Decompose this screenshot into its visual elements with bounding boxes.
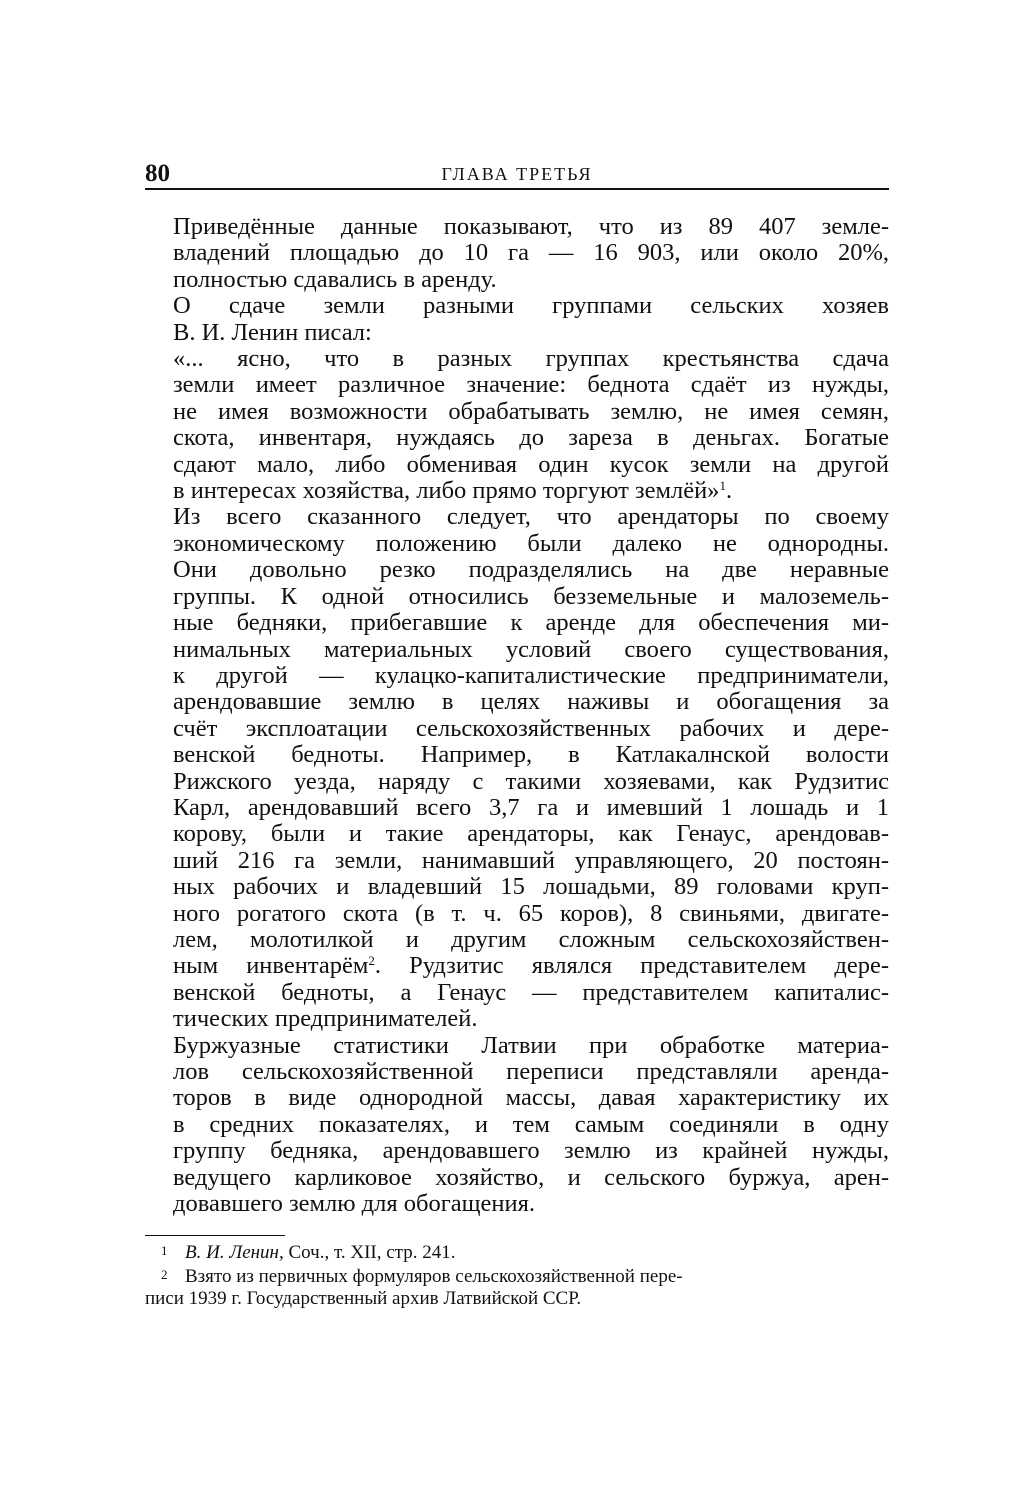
footnotes [145,1240,889,1310]
footnote [145,1264,889,1310]
footnote-author: В. И. Ленин, [185,1242,284,1264]
text-line: экономическому положению были далеко не однородны. [173,529,889,557]
chapter-title: ГЛАВА ТРЕТЬЯ [441,164,593,184]
footnote-divider [145,1235,285,1236]
text-line: корову, были и такие арендаторы, как Генаус, арендовав- [173,820,889,848]
quote-paragraph [145,346,889,504]
book-page [145,160,889,1310]
text-line: арендовавшие землю в целях наживы и обогащения за [173,688,889,716]
paragraph [145,293,889,346]
text-line: лем, молотилкой и другим сложным сельскохозяйствен- [173,925,889,953]
text-segment: . [725,477,733,505]
footnote-text: Соч., т. XII, стр. 241. [283,1242,456,1264]
text-line: венской бедноты. Например, в Катлакалнской волости [173,741,889,769]
text-line: счёт эксплоатации сельскохозяйственных рабочих и дере- [173,714,889,742]
text-line: торов в виде однородной массы, давая характеристику их [173,1084,889,1112]
text-line: группу бедняка, арендовавшего землю из крайней нужды, [173,1137,889,1165]
text-line: земли имеет различное значение: беднота сдаёт из нужды, [173,371,889,399]
paragraph [145,1033,889,1218]
text-segment: . Рудзитис являлся представителем дере- [374,952,890,980]
text-line: венской бедноты, а Генаус — представителем капиталис- [173,978,889,1006]
text-line: Буржуазные статистики Латвии при обработке материа- [173,1031,889,1059]
page-header [145,160,889,190]
page-number: 80 [145,160,170,187]
text-line: нимальных материальных условий своего существования, [173,635,889,663]
paragraph [145,504,889,1032]
text-line: группы. К одной относились безземельные и малоземель- [173,582,889,610]
text-line: Рижского уезда, наряду с такими хозяевами, как Рудзитис [173,767,889,795]
text-line: ные бедняки, прибегавшие к аренде для обеспечения ми- [173,609,889,637]
footnote-reference: 1 [719,478,726,494]
text-line: скота, инвентаря, нуждаясь до зареза в деньгах. Богатые [173,424,889,452]
text-line: ший 216 га земли, нанимавший управляющего, 20 постоян- [173,846,889,874]
text-line: ного рогатого скота (в т. ч. 65 коров), 8 свиньями, двигате- [173,899,889,927]
footnote-marker: 1 [161,1243,168,1259]
text-line: В. И. Ленин писал: [173,318,372,346]
text-line: Из всего сказанного следует, что арендаторы по своему [173,503,889,531]
text-line: Они довольно резко подразделялись на две неравные [173,556,889,584]
footnote-marker: 2 [161,1267,168,1283]
text-line [145,953,889,979]
footnote-reference: 2 [368,953,375,969]
text-segment: в интересах хозяйства, либо прямо торгуют землёй» [173,477,720,505]
text-line: сдают мало, либо обменивая один кусок земли на другой [173,450,889,478]
text-line: Приведённые данные показывают, что из 89 407 земле- [173,213,889,240]
text-line: Карл, арендовавший всего 3,7 га и имевший 1 лошадь и 1 [173,793,889,821]
text-line: «... ясно, что в разных группах крестьянства сдача [173,345,889,373]
text-line: тических предпринимателей. [173,1005,478,1033]
text-line: лов сельскохозяйственной переписи представляли аренда- [173,1058,889,1085]
footnote-text: Взято из первичных формуляров сельскохозяйственной пере- [185,1266,683,1288]
text-line: к другой — кулацко-капиталистические предприниматели, [173,661,889,689]
text-segment: ным инвентарём [173,952,369,980]
text-line: ведущего карликовое хозяйство, и сельского буржуа, арен- [173,1163,889,1191]
text-line: ных рабочих и владевший 15 лошадьми, 89 головами круп- [173,873,889,901]
text-line: довавшего землю для обогащения. [173,1190,535,1218]
paragraph [145,214,889,293]
body-text [145,214,889,1217]
text-line [145,478,889,504]
footnote-text: писи 1939 г. Государственный архив Латвийской ССР. [145,1288,582,1310]
text-line: в средних показателях, и тем самым соединяли в одну [173,1110,889,1138]
text-line: О сдаче земли разными группами сельских хозяев [173,292,889,320]
footnote [145,1240,889,1264]
text-line: владений площадью до 10 га — 16 903, или около 20%, [173,239,889,267]
text-line: полностью сдавались в аренду. [173,265,497,293]
text-line: не имея возможности обрабатывать землю, не имея семян, [173,397,889,425]
